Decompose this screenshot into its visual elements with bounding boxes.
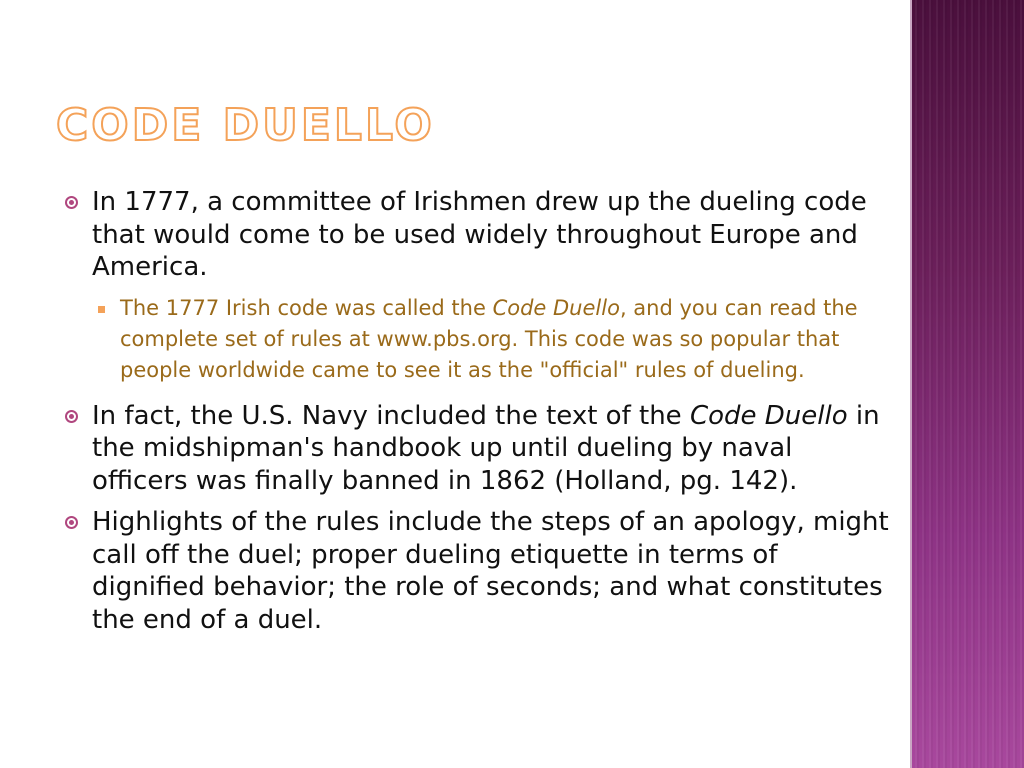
slide-body bbox=[62, 186, 892, 645]
circled-dot-bullet-icon bbox=[65, 196, 78, 209]
slide-title: CODE DUELLO bbox=[56, 100, 435, 151]
bullet-item-2 bbox=[62, 400, 892, 498]
sub-bullet-italic-text: Code Duello bbox=[492, 295, 620, 320]
bullet-text: Highlights of the rules include the steps of an apology, might call off the duel; proper dueling etiquette in terms of dignified behavior; the role of seconds; and what constitutes the end of a duel. bbox=[92, 507, 889, 635]
circled-dot-bullet-icon bbox=[65, 516, 78, 529]
sub-bullet-item-1 bbox=[62, 293, 892, 386]
sub-bullet-text-start: The 1777 Irish code was called the bbox=[120, 295, 493, 320]
sub-bullet-text-end: , and you can read the complete set of rules at www.pbs.org. This code was so popular that people worldwide came to see it as the "official" rules of dueling. bbox=[120, 295, 858, 382]
square-bullet-icon bbox=[98, 306, 105, 313]
bullet-italic-text: Code Duello bbox=[689, 400, 848, 431]
bullet-text: In 1777, a committee of Irishmen drew up the dueling code that would come to be used widely throughout Europe and America. bbox=[92, 187, 867, 282]
bullet-text-start: In fact, the U.S. Navy included the text of the bbox=[92, 400, 690, 431]
decorative-side-band bbox=[912, 0, 1024, 768]
circled-dot-bullet-icon bbox=[65, 410, 78, 423]
bullet-item-3 bbox=[62, 506, 892, 636]
bullet-text-end: in the midshipman's handbook up until dueling by naval officers was finally banned in 1862 (Holland, pg. 142). bbox=[92, 400, 880, 496]
bullet-item-1 bbox=[62, 186, 892, 284]
